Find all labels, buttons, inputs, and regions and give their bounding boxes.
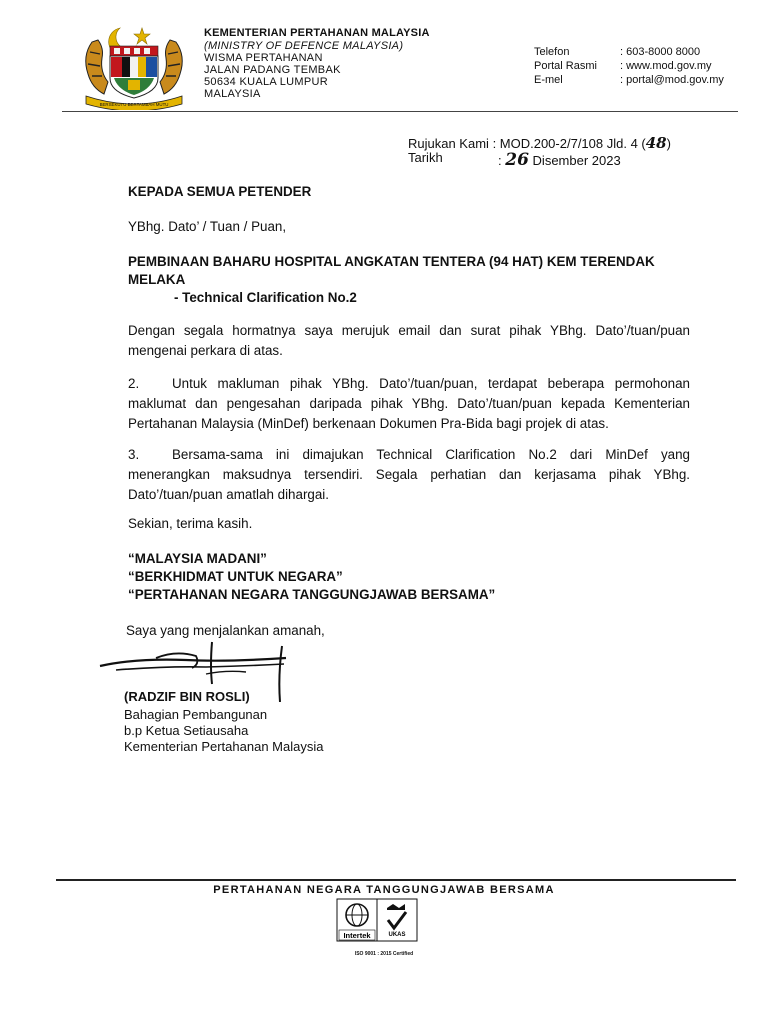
paragraph-3 [128,445,690,505]
org-name-en: (MINISTRY OF DEFENCE MALAYSIA) [204,40,404,52]
date-month-year: Disember 2023 [532,153,621,168]
slogan: “MALAYSIA MADANI” [128,551,267,566]
slogan: “PERTAHANAN NEGARA TANGGUNGJAWAB BERSAMA” [128,587,496,602]
coat-of-arms-icon [78,22,190,110]
reference-value: : MOD.200-2/7/108 Jld. 4 ( [492,136,646,151]
signatory-division: Bahagian Pembangunan [124,707,268,722]
paragraph-number: 2. [128,376,140,391]
date-colon: : [498,153,502,168]
paragraph-number: 3. [128,447,140,462]
address-line: WISMA PERTAHANAN [204,52,323,64]
contact-label-email: E-mel [534,74,563,86]
subject-line: PEMBINAAN BAHARU HOSPITAL ANGKATAN TENTERA (94 HAT) KEM TERENDAK [128,254,655,269]
svg-text:BERSEKUTU BERTAMBAH MUTU: BERSEKUTU BERTAMBAH MUTU [99,102,169,107]
contact-label-portal: Portal Rasmi [534,60,597,72]
footer-slogan: PERTAHANAN NEGARA TANGGUNGJAWAB BERSAMA [213,884,555,896]
iso-certification: ISO 9001 : 2015 Certified [354,951,414,957]
signatory-org: Kementerian Pertahanan Malaysia [124,739,324,754]
paragraph-text: Bersama-sama ini dimajukan Technical Clarification No.2 dari MinDef yang menerangkan maksudnya tersendiri. Segala perhatian dan kerjasama pihak YBhg. Dato’/tuan/puan amatlah dihargai. [128,447,690,502]
salutation: YBhg. Dato’ / Tuan / Puan, [128,219,287,234]
contact-value-portal: : www.mod.gov.my [620,60,712,72]
slogan: “BERKHIDMAT UNTUK NEGARA” [128,569,343,584]
signatory-role: b.p Ketua Setiausaha [124,723,249,738]
address-line: 50634 KUALA LUMPUR [204,76,329,88]
paragraph-2 [128,374,690,434]
cert-left-label: Intertek [343,931,371,940]
date-handwritten: 26 [505,150,529,170]
subject-subtitle: - Technical Clarification No.2 [174,290,357,305]
letterhead-divider [62,111,738,112]
paragraph-1: Dengan segala hormatnya saya merujuk email dan surat pihak YBhg. Dato’/tuan/puan mengenai perkara di atas. [128,323,690,358]
cert-right-label: UKAS [388,932,406,938]
subject-line: MELAKA [128,272,186,287]
contact-value-phone: : 603-8000 8000 [620,46,701,58]
certification-logo-icon [336,898,418,950]
address-line: MALAYSIA [204,88,261,100]
sign-intro: Saya yang menjalankan amanah, [126,623,325,638]
org-name: KEMENTERIAN PERTAHANAN MALAYSIA [204,27,430,39]
closing: Sekian, terima kasih. [128,516,253,531]
contact-label-phone: Telefon [534,46,570,58]
recipient: KEPADA SEMUA PETENDER [128,184,312,199]
address-line: JALAN PADANG TEMBAK [204,64,341,76]
contact-value-email: : portal@mod.gov.my [620,74,724,86]
date-line [498,150,621,170]
reference-label: Rujukan Kami [408,136,489,151]
paragraph-text: Untuk makluman pihak YBhg. Dato’/tuan/puan, terdapat beberapa permohonan maklumat dan pengesahan daripada pihak YBhg. Dato’/tuan/puan kepada Kementerian Pertahanan Malaysia (MinDef) berkenaan Dokumen Pra-Bida bagi projek di atas. [128,376,690,431]
reference-handwritten: 48 [645,134,667,152]
signatory-name: (RADZIF BIN ROSLI) [124,689,250,704]
date-label: Tarikh [408,150,443,165]
footer-divider [56,879,736,881]
reference-close: ) [666,136,671,151]
